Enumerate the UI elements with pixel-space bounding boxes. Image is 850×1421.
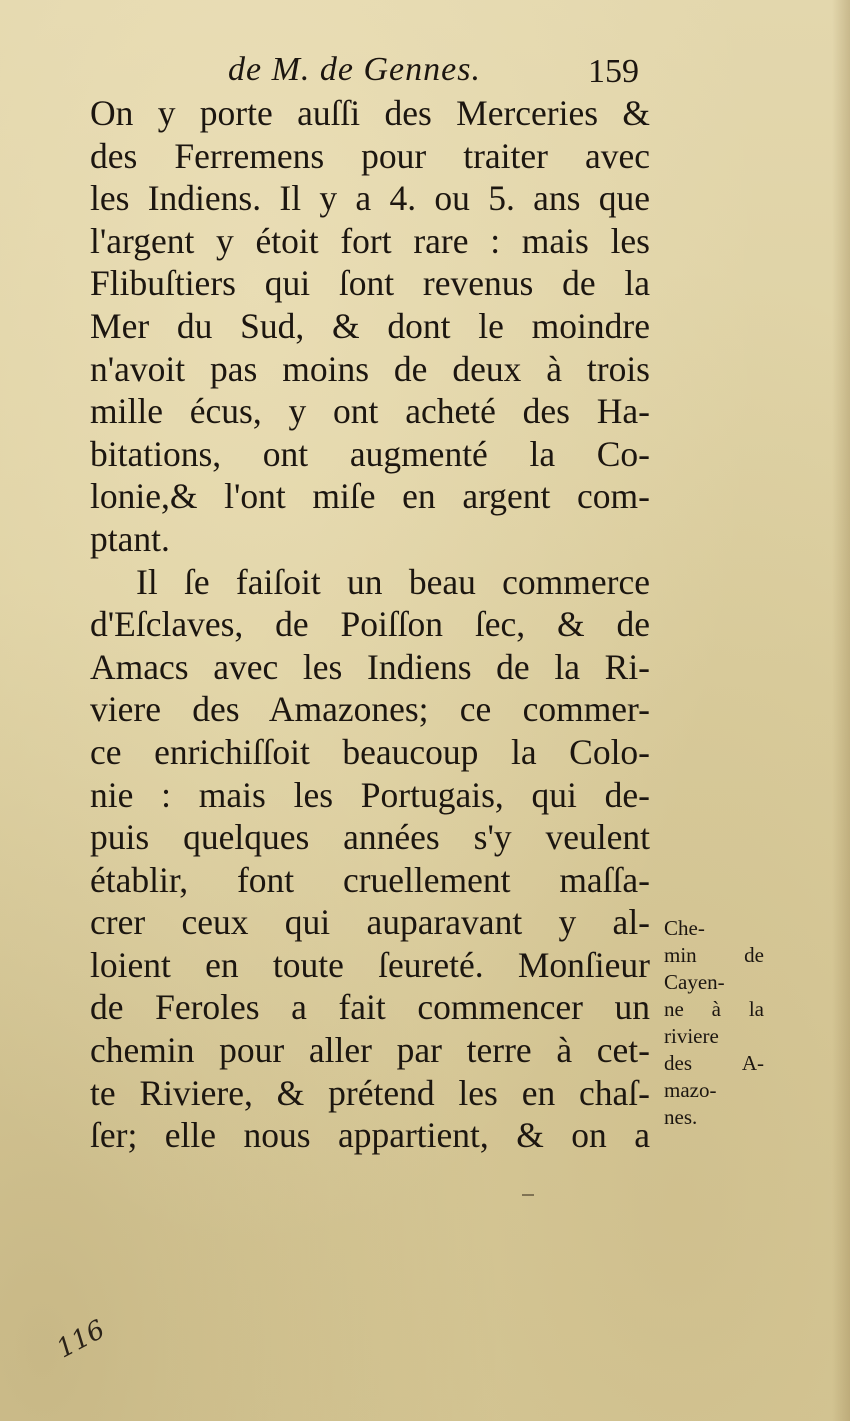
text-line: des Ferremens pour traiter avec <box>90 135 650 176</box>
text-line: d'Eſclaves, de Poiſſon ſec, & de <box>90 604 650 645</box>
marginal-note-line: ne à la <box>664 997 764 1021</box>
text-line: mille écus, y ont acheté des Ha- <box>90 391 650 432</box>
text-line: loient en toute ſeureté. Monſieur <box>90 944 650 985</box>
text-line: chemin pour aller par terre à cet- <box>90 1030 650 1071</box>
text-line: Amacs avec les Indiens de la Ri- <box>90 646 650 687</box>
text-line: bitations, ont augmenté la Co- <box>90 433 650 474</box>
text-line: puis quelques années s'y veulent <box>90 817 650 858</box>
text-line: ptant. <box>90 518 170 559</box>
text-line: de Feroles a fait commencer un <box>90 987 650 1028</box>
text-line: viere des Amazones; ce commer- <box>90 689 650 730</box>
marginal-note-line: nes. <box>664 1105 698 1129</box>
marginal-note-line: Cayen- <box>664 970 725 994</box>
marginal-note-line: des A- <box>664 1051 764 1075</box>
marginal-note-line: mazo- <box>664 1078 717 1102</box>
text-line: établir, font cruellement maſſa- <box>90 859 650 900</box>
marginal-note-line: min de <box>664 943 764 967</box>
text-line: ſer; elle nous appartient, & on a <box>90 1115 650 1156</box>
body-text <box>90 92 650 1157</box>
text-line: On y porte auſſi des Merceries & <box>90 93 650 133</box>
text-line: nie : mais les Portugais, qui de- <box>90 774 650 815</box>
running-head: de M. de Gennes. <box>228 51 481 88</box>
text-line: n'avoit pas moins de deux à trois <box>90 348 650 389</box>
page-number: 159 <box>588 53 639 90</box>
text-line: Mer du Sud, & dont le moindre <box>90 305 650 346</box>
text-line: ce enrichiſſoit beaucoup la Colo- <box>90 731 650 772</box>
text-line: les Indiens. Il y a 4. ou 5. ans que <box>90 178 650 219</box>
marginal-note <box>664 915 764 1131</box>
marginal-note-line: riviere <box>664 1024 719 1048</box>
text-line: Flibuſtiers qui ſont revenus de la <box>90 263 650 304</box>
text-line: te Riviere, & prétend les en chaſ- <box>90 1072 650 1113</box>
text-line: lonie,& l'ont miſe en argent com- <box>90 476 650 517</box>
paragraph-first-line: Il ſe faiſoit un beau commerce <box>136 561 650 602</box>
marginal-note-line: Che- <box>664 916 705 940</box>
handwritten-page-mark: 116 <box>52 1314 110 1365</box>
text-line: crer ceux qui auparavant y al- <box>90 902 650 943</box>
ink-smudge <box>522 1194 534 1196</box>
text-line: l'argent y étoit fort rare : mais les <box>90 220 650 261</box>
